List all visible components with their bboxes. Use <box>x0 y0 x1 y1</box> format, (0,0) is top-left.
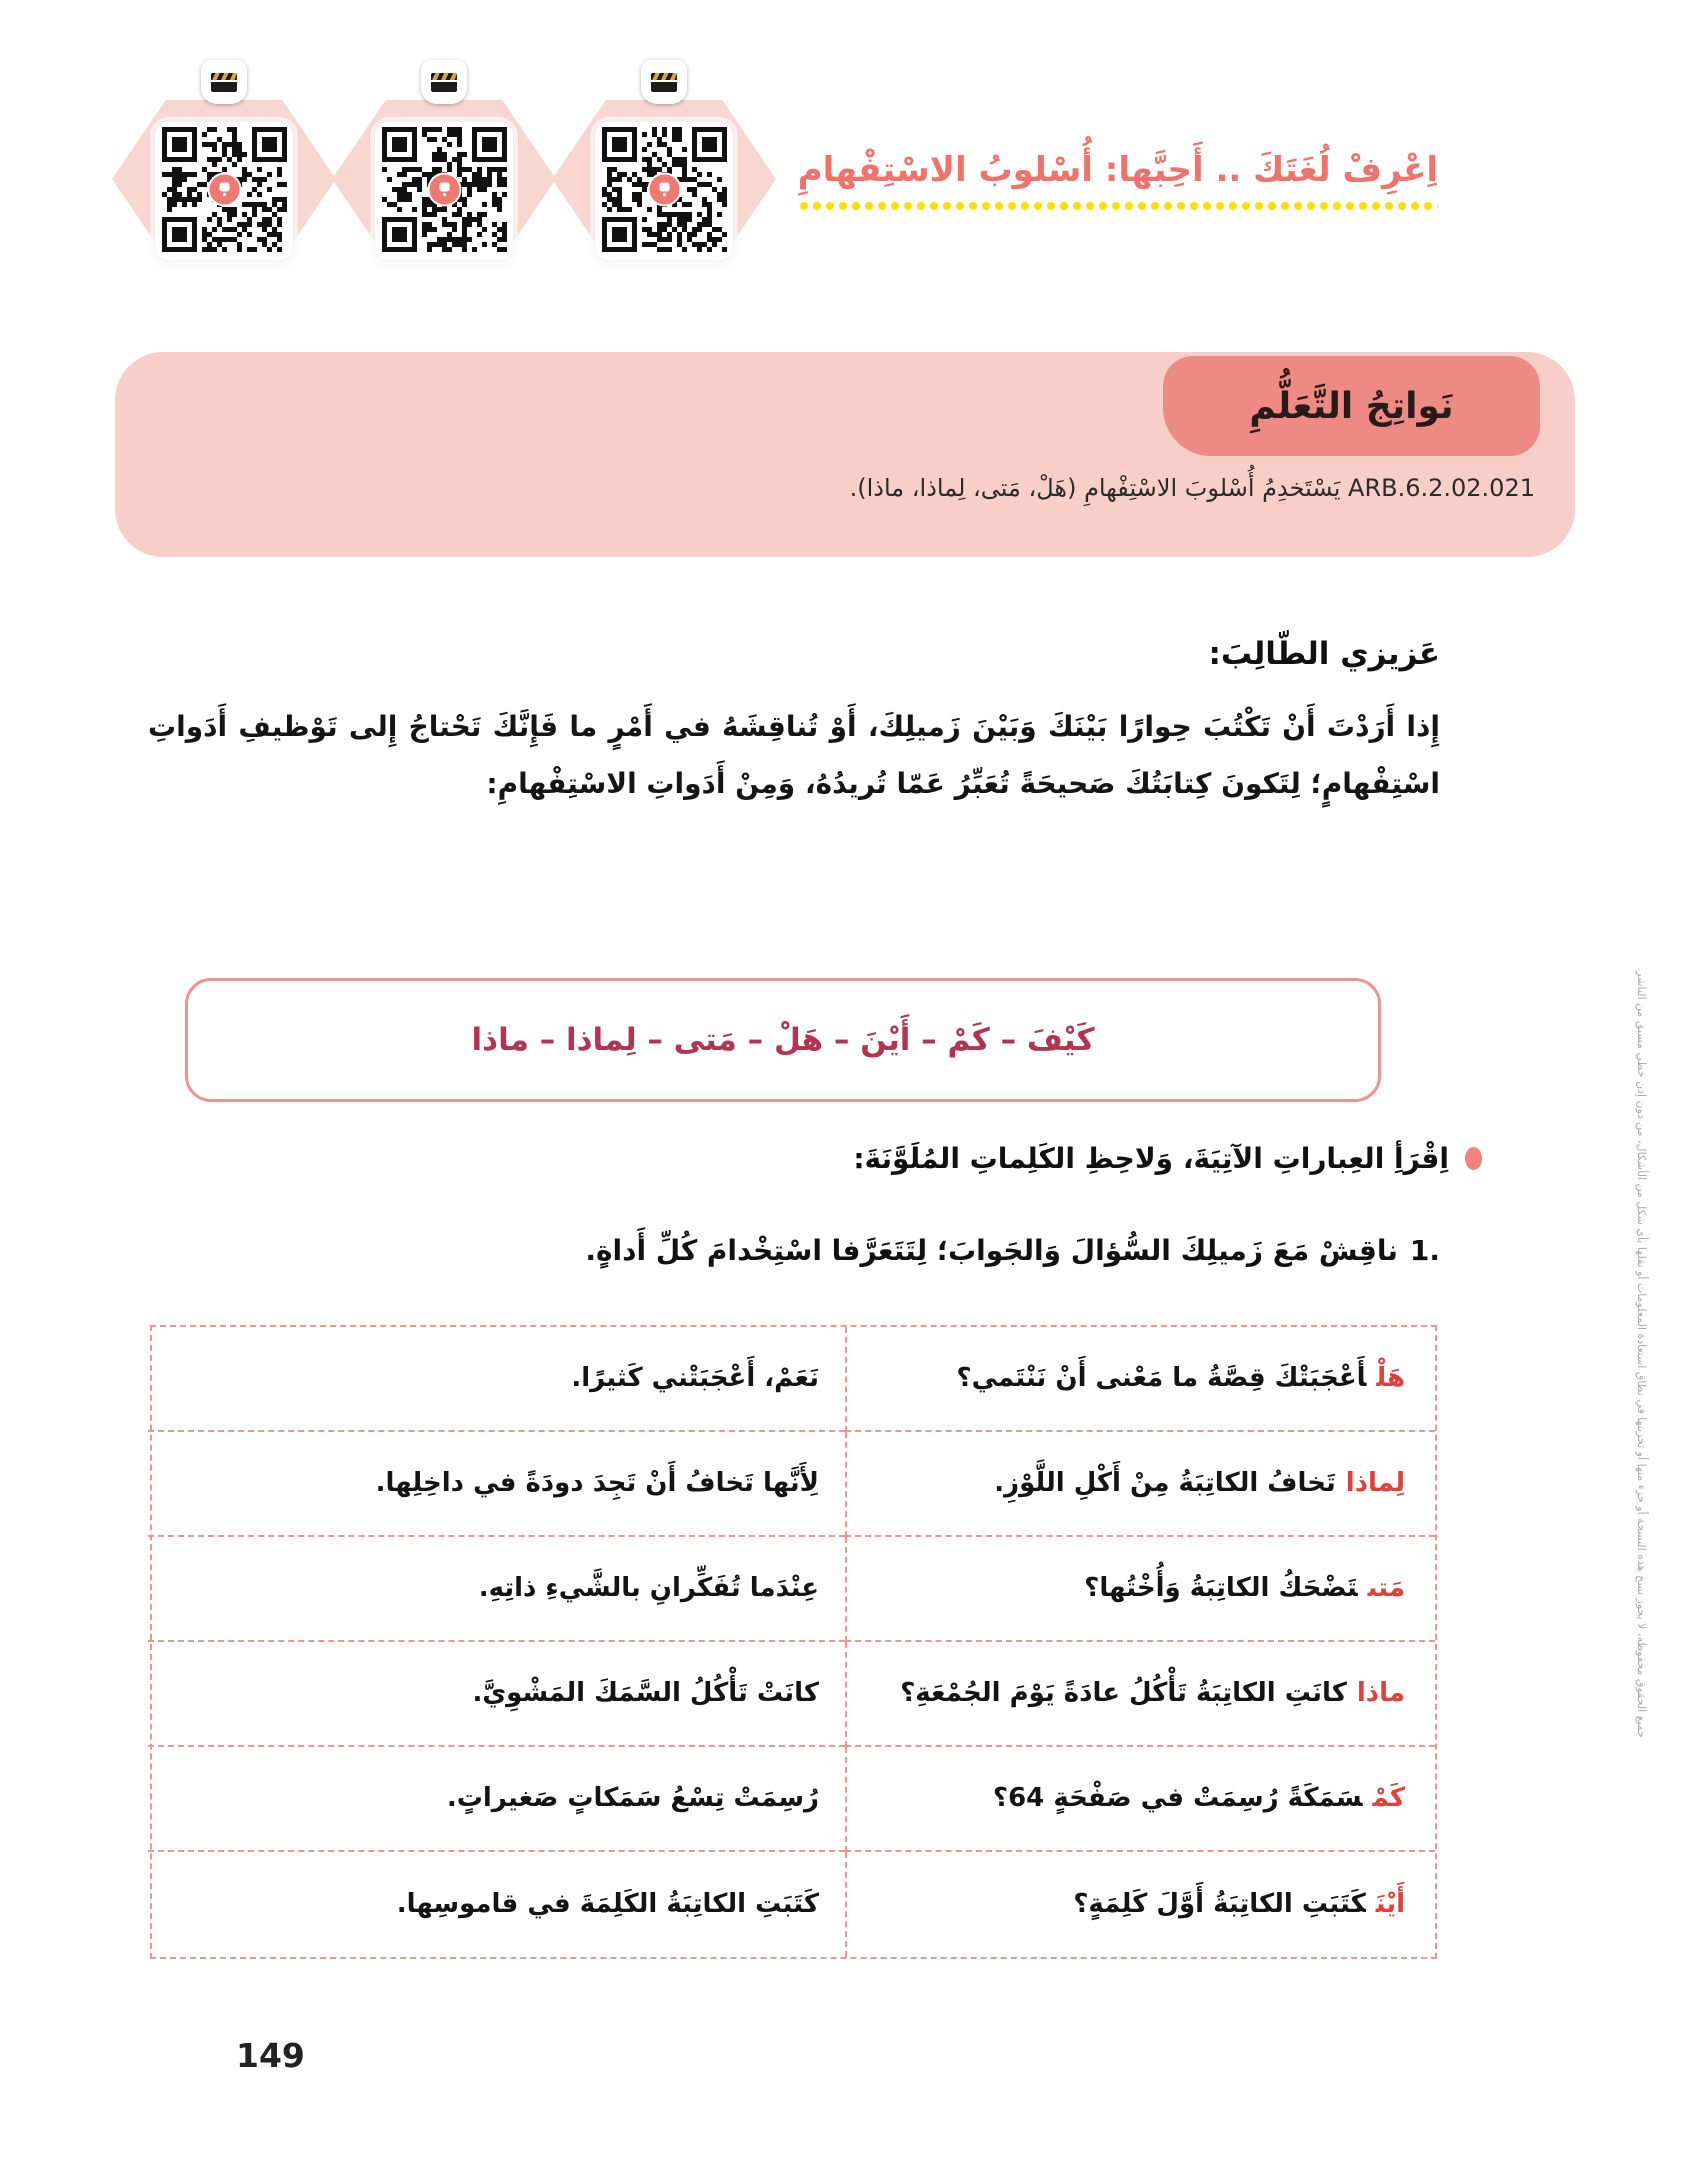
media-badge <box>201 60 247 104</box>
answer-text: عِنْدَما تُفَكِّرانِ بالشَّيءِ ذاتِهِ. <box>478 1573 819 1604</box>
question-text: سَمَكَةً رُسِمَتْ في صَفْحَةٍ 64؟ <box>993 1783 1363 1814</box>
clapperboard-icon <box>431 73 457 92</box>
bullet-instruction-text: اِقْرَأِ العِباراتِ الآتِيَةَ، وَلاحِظِ الكَلِماتِ المُلَوَّنَةَ: <box>853 1142 1449 1175</box>
qr-code[interactable] <box>375 122 513 260</box>
question-text: أَعْجَبَتْكَ قِصَّةُ ما مَعْنى أَنْ نَنْتَمي؟ <box>956 1363 1367 1394</box>
list-number: 1. <box>1409 1234 1440 1267</box>
page-number: 149 <box>236 2036 305 2075</box>
question-text: كانَتِ الكاتِبَةُ تَأْكُلُ عادَةً يَوْمَ الجُمْعَةِ؟ <box>900 1678 1347 1709</box>
bullet-instruction <box>853 1142 1482 1175</box>
learning-outcome-code-line: ARB.6.2.02.021 يَسْتَخدِمُ أُسْلوبَ الاسْتِفْهامِ (هَلْ، مَتى، لِماذا، ماذا). <box>849 474 1535 502</box>
answer-cell <box>148 1327 845 1432</box>
keyword: مَتى <box>1367 1573 1405 1604</box>
intro-paragraph: إِذا أَرَدْتَ أَنْ تَكْتُبَ حِوارًا بَيْنَكَ وَبَيْنَ زَميلِكَ، أَوْ تُناقِشَهُ في أَمْرٍ ما فَإِنَّكَ تَحْتاجُ إِلى تَوْظيفِ أَدَواتِ اسْتِفْهامٍ؛ لِتَكونَ كِتابَتُكَ صَحيحَةً تُعَبِّرُ عَمّا تُريدُهُ، وَمِنْ أَدَواتِ الاسْتِفْهامِ: <box>148 710 1440 801</box>
numbered-instruction-text: ناقِشْ مَعَ زَميلِكَ السُّؤالَ وَالجَوابَ؛ لِتَتَعَرَّفا اسْتِخْدامَ كُلِّ أَداةٍ. <box>585 1234 1398 1267</box>
copyright-strip: جميع الحقوق محفوظة، لا يجوز نسخ هذه النسخة أو جزء منها أو تخزينها في نطاق استعادة المعلومات أو نقلها بأي شكل من الأشكال، من دون إذن خطي مسبق من الناشر. <box>1635 967 1648 1738</box>
answer-cell <box>148 1432 845 1537</box>
question-cell <box>845 1852 1435 1957</box>
question-cell <box>845 1537 1435 1642</box>
bullet-dot-icon <box>1465 1147 1482 1170</box>
question-words-box: كَيْفَ – كَمْ – أَيْنَ – هَلْ – مَتى – لِماذا – ماذا <box>185 978 1381 1102</box>
question-cell <box>845 1432 1435 1537</box>
keyword: ماذا <box>1356 1678 1405 1709</box>
answer-cell <box>148 1642 845 1747</box>
question-text: كَتَبَتِ الكاتِبَةُ أَوَّلَ كَلِمَةٍ؟ <box>1073 1889 1366 1920</box>
qr-pattern <box>162 127 287 256</box>
qr-pattern <box>602 127 727 256</box>
media-badge <box>421 60 467 104</box>
answer-cell <box>148 1747 845 1852</box>
answer-text: كَتَبَتِ الكاتِبَةُ الكَلِمَةَ في قاموسِها. <box>396 1889 819 1920</box>
answer-text: كانَتْ تَأْكُلُ السَّمَكَ المَشْوِيَّ. <box>472 1678 819 1709</box>
learning-outcomes-heading: نَواتِجُ التَّعَلُّمِ <box>1163 356 1540 456</box>
media-badge <box>641 60 687 104</box>
lesson-title: اِعْرِفْ لُغَتَكَ .. أَحِبَّها: أُسْلوبُ الاسْتِفْهامِ <box>798 150 1438 212</box>
answer-text: رُسِمَتْ تِسْعُ سَمَكاتٍ صَغيراتٍ. <box>446 1783 819 1814</box>
answer-cell <box>148 1537 845 1642</box>
keyword: كَمْ <box>1372 1783 1405 1814</box>
qr-code[interactable] <box>595 122 733 260</box>
question-cell <box>845 1747 1435 1852</box>
clapperboard-icon <box>651 73 677 92</box>
answer-text: نَعَمْ، أَعْجَبَتْني كَثيرًا. <box>571 1363 819 1394</box>
answer-text: لِأَنَّها تَخافُ أَنْ تَجِدَ دودَةً في داخِلِها. <box>375 1468 819 1499</box>
student-salutation: عَزيزي الطّالِبَ: <box>1208 636 1440 672</box>
question-answer-table <box>150 1325 1437 1959</box>
clapperboard-icon <box>211 73 237 92</box>
answer-cell <box>148 1852 845 1957</box>
qr-pattern <box>382 127 507 256</box>
question-text: تَضْحَكُ الكاتِبَةُ وَأُخْتُها؟ <box>1084 1573 1358 1604</box>
keyword: أَيْنَ <box>1375 1889 1405 1920</box>
qr-code[interactable] <box>155 122 293 260</box>
keyword: هَلْ <box>1376 1363 1405 1394</box>
question-cell <box>845 1642 1435 1747</box>
question-text: تَخافُ الكاتِبَةُ مِنْ أَكْلِ اللَّوْزِ. <box>994 1468 1336 1499</box>
keyword: لِماذا <box>1345 1468 1405 1499</box>
numbered-instruction <box>585 1234 1440 1267</box>
question-cell <box>845 1327 1435 1432</box>
